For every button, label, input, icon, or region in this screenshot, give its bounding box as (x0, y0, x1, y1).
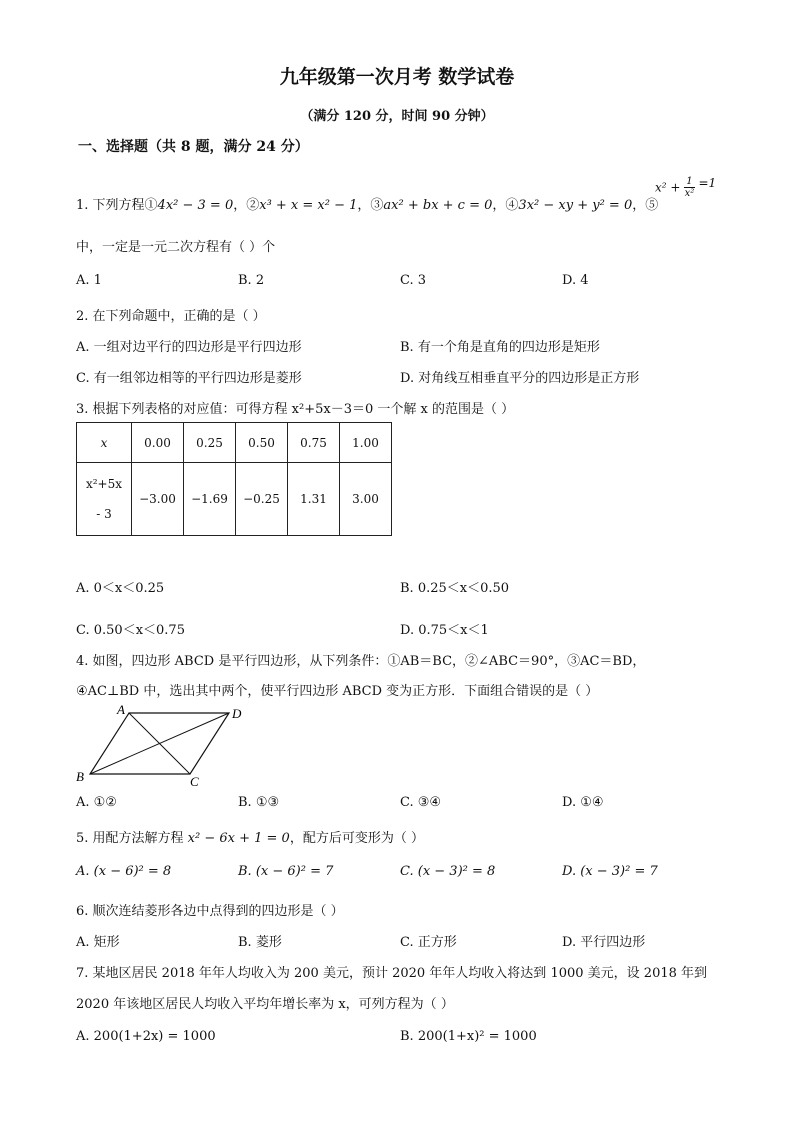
q1-option-d[interactable]: D. 4 (562, 273, 589, 288)
q2-option-b[interactable]: B. 有一个角是直角的四边形是矩形 (400, 340, 600, 355)
q4-option-b[interactable]: B. ①③ (238, 795, 280, 810)
q3-table-header-y (77, 463, 132, 536)
page-title: 九年级第一次月考 数学试卷 (279, 66, 515, 88)
section-heading: 一、选择题（共 8 题，满分 24 分） (78, 139, 309, 155)
q5-stem-prefix: 5. 用配方法解方程 (76, 831, 188, 846)
q1-option-c[interactable]: C. 3 (400, 273, 427, 288)
q3-table-header-y-line2: - 3 (96, 507, 112, 521)
q3-table-cell: −3.00 (132, 463, 184, 536)
q2-option-c[interactable]: C. 有一组邻边相等的平行四边形是菱形 (76, 371, 302, 386)
q6-option-a[interactable]: A. 矩形 (76, 935, 120, 950)
q1-sep3: ，③ (357, 198, 384, 213)
vertex-label-a: A (117, 702, 125, 717)
q5-option-c[interactable]: C. (x − 3)² = 8 (400, 864, 496, 879)
q3-table-cell: 3.00 (340, 463, 392, 536)
question-1-line-2: 中，一定是一元二次方程有（ ）个 (76, 240, 276, 255)
q1-eq5 (655, 176, 716, 199)
q5-stem-equation: x² − 6x + 1 = 0 (187, 831, 290, 846)
q3-table-cell: 0.00 (132, 423, 184, 463)
q3-table-header-y-line1: x²+5x (85, 477, 123, 491)
q3-table-cell: 1.00 (340, 423, 392, 463)
q2-option-d[interactable]: D. 对角线互相垂直平分的四边形是正方形 (400, 371, 640, 386)
q5-stem-suffix: ，配方后可变形为（ ） (289, 831, 424, 846)
question-7-stem-line-2: 2020 年该地区居民人均收入平均年增长率为 x，可列方程为（ ） (76, 997, 454, 1012)
parallelogram-figure (72, 700, 262, 792)
q1-option-a[interactable]: A. 1 (76, 273, 102, 288)
q4-option-c[interactable]: C. ③④ (400, 795, 442, 810)
question-3-stem: 3. 根据下列表格的对应值：可得方程 x²+5x－3＝0 一个解 x 的范围是（ ） (76, 402, 515, 417)
q1-eq5-right: =1 (698, 176, 717, 190)
q6-option-c[interactable]: C. 正方形 (400, 935, 457, 950)
vertex-label-b: B (76, 769, 84, 784)
diagonal-bd (90, 713, 229, 774)
page-subtitle: （满分 120 分，时间 90 分钟） (300, 109, 494, 124)
q3-table-cell: 0.75 (288, 423, 340, 463)
q1-eq4: 3x² − xy + y² = 0 (518, 198, 633, 213)
q5-option-a[interactable]: A. (x − 6)² = 8 (76, 864, 172, 879)
q3-table-header-x: x (77, 423, 132, 463)
question-2-stem: 2. 在下列命题中，正确的是（ ） (76, 309, 266, 324)
q1-prefix: 1. 下列方程① (76, 198, 158, 213)
q3-table-cell: 1.31 (288, 463, 340, 536)
q4-option-a[interactable]: A. ①② (76, 795, 117, 810)
q3-table-row-x (77, 423, 392, 463)
q5-option-b[interactable]: B. (x − 6)² = 7 (238, 864, 334, 879)
q3-table-cell: −1.69 (184, 463, 236, 536)
q3-table-cell: 0.50 (236, 423, 288, 463)
q1-eq2: x³ + x = x² − 1 (259, 198, 358, 213)
vertex-label-d: D (232, 706, 242, 721)
question-5-stem (76, 827, 424, 846)
q1-eq5-left: x² + (655, 180, 681, 195)
q3-option-a[interactable]: A. 0＜x＜0.25 (76, 581, 165, 596)
q1-sep5: ，⑤ (632, 198, 659, 213)
question-1-line-1 (76, 194, 658, 213)
q7-option-b[interactable]: B. 200(1+x)² = 1000 (400, 1029, 537, 1044)
q3-option-d[interactable]: D. 0.75＜x＜1 (400, 623, 489, 638)
q3-table-cell: 0.25 (184, 423, 236, 463)
q3-option-b[interactable]: B. 0.25＜x＜0.50 (400, 581, 510, 596)
q3-table-row-y (77, 463, 392, 536)
q6-option-b[interactable]: B. 菱形 (238, 935, 282, 950)
q1-sep4: ，④ (492, 198, 519, 213)
q7-option-a[interactable]: A. 200(1+2x) = 1000 (76, 1029, 216, 1044)
q1-sep2: ，② (233, 198, 260, 213)
q1-eq5-denominator: x² (684, 188, 695, 199)
q3-value-table (76, 422, 392, 536)
q1-eq5-fraction (684, 176, 694, 199)
q5-option-d[interactable]: D. (x − 3)² = 7 (562, 864, 658, 879)
q3-option-c[interactable]: C. 0.50＜x＜0.75 (76, 623, 185, 638)
q1-option-b[interactable]: B. 2 (238, 273, 265, 288)
q4-option-d[interactable]: D. ①④ (562, 795, 604, 810)
q3-table-cell: −0.25 (236, 463, 288, 536)
question-4-stem-line-2: ④AC⊥BD 中，选出其中两个，使平行四边形 ABCD 变为正方形．下面组合错误的是（ ） (76, 684, 599, 699)
vertex-label-c: C (190, 774, 199, 789)
q2-option-a[interactable]: A. 一组对边平行的四边形是平行四边形 (76, 340, 302, 355)
question-4-stem-line-1: 4. 如图，四边形 ABCD 是平行四边形，从下列条件：①AB＝BC，②∠ABC＝90°，③AC＝BD， (76, 654, 646, 669)
q6-option-d[interactable]: D. 平行四边形 (562, 935, 646, 950)
question-7-stem-line-1: 7. 某地区居民 2018 年年人均收入为 200 美元，预计 2020 年年人均收入将达到 1000 美元，设 2018 年到 (76, 966, 708, 981)
q1-eq1: 4x² − 3 = 0 (157, 198, 234, 213)
q1-eq5-numerator: 1 (686, 176, 693, 187)
question-6-stem: 6. 顺次连结菱形各边中点得到的四边形是（ ） (76, 904, 344, 919)
q1-eq3: ax² + bx + c = 0 (383, 198, 493, 213)
